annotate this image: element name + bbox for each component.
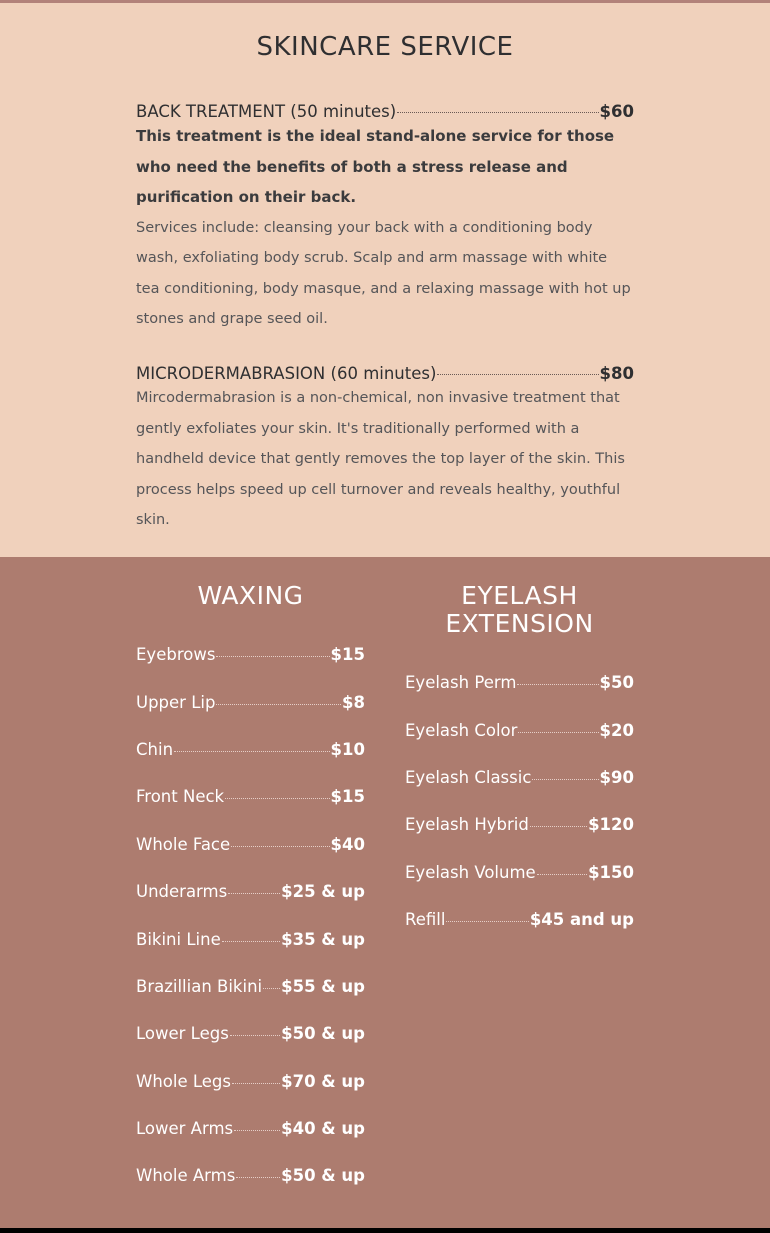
item-price: $50 & up	[281, 1166, 365, 1185]
dot-leader	[437, 374, 598, 375]
dot-leader	[446, 921, 528, 922]
service-microdermabrasion	[136, 364, 634, 536]
skincare-title: SKINCARE SERVICE	[256, 32, 514, 62]
eyelash-item	[405, 768, 634, 787]
dot-leader	[232, 1083, 280, 1084]
service-lead: This treatment is the ideal stand-alone service for those who need the benefits of both a stress release and purification on their back.	[136, 127, 615, 206]
dot-leader	[230, 1035, 280, 1036]
service-description: Services include: cleansing your back with a conditioning body wash, exfoliating body scrub. Scalp and arm massage with white tea conditioning, body masque, and a relaxing massage with hot up stones and grape seed oil.	[136, 219, 631, 327]
dot-leader	[532, 779, 598, 780]
dot-leader	[518, 732, 598, 733]
item-name: Eyelash Perm	[405, 673, 517, 692]
waxing-item	[136, 930, 365, 949]
eyelash-item	[405, 910, 634, 929]
item-name: Underarms	[136, 882, 228, 901]
service-price: $60	[599, 102, 634, 121]
item-price: $50	[599, 673, 634, 692]
service-back-treatment	[136, 102, 634, 335]
item-name: Eyelash Color	[405, 721, 518, 740]
waxing-item	[136, 787, 365, 806]
item-price: $150	[588, 863, 634, 882]
item-price: $20	[599, 721, 634, 740]
service-name: MICRODERMABRASION (60 minutes)	[136, 364, 437, 383]
dot-leader	[222, 941, 280, 942]
waxing-item	[136, 1119, 365, 1138]
waxing-item	[136, 740, 365, 759]
item-name: Lower Legs	[136, 1024, 229, 1043]
item-price: $50 & up	[281, 1024, 365, 1043]
item-price: $8	[342, 693, 365, 712]
dot-leader	[530, 826, 587, 827]
eyelash-item	[405, 863, 634, 882]
item-name: Whole Face	[136, 835, 231, 854]
item-name: Bikini Line	[136, 930, 221, 949]
service-header	[136, 102, 634, 121]
dot-leader	[228, 893, 280, 894]
item-name: Eyelash Volume	[405, 863, 536, 882]
dot-leader	[397, 112, 598, 113]
item-price: $45 and up	[529, 910, 634, 929]
eyelash-title-line1: EYELASH	[461, 581, 578, 610]
skincare-section	[0, 3, 770, 557]
waxing-item	[136, 882, 365, 901]
item-price: $90	[599, 768, 634, 787]
item-price: $40 & up	[281, 1119, 365, 1138]
item-name: Upper Lip	[136, 693, 216, 712]
item-name: Eyelash Classic	[405, 768, 532, 787]
waxing-item	[136, 977, 365, 996]
item-price: $25 & up	[281, 882, 365, 901]
waxing-item	[136, 1072, 365, 1091]
waxing-item	[136, 1024, 365, 1043]
item-price: $40	[330, 835, 365, 854]
item-price: $15	[330, 645, 365, 664]
dot-leader	[537, 874, 587, 875]
dot-leader	[517, 684, 598, 685]
dot-leader	[225, 798, 329, 799]
item-price: $15	[330, 787, 365, 806]
eyelash-item	[405, 815, 634, 834]
item-name: Eyebrows	[136, 645, 216, 664]
eyelash-item	[405, 721, 634, 740]
waxing-item	[136, 693, 365, 712]
dot-leader	[216, 656, 329, 657]
item-name: Front Neck	[136, 787, 225, 806]
dot-leader	[174, 751, 330, 752]
dot-leader	[236, 1177, 280, 1178]
eyelash-title-line2: EXTENSION	[445, 609, 594, 638]
item-name: Brazillian Bikini	[136, 977, 263, 996]
item-name: Chin	[136, 740, 174, 759]
item-name: Eyelash Hybrid	[405, 815, 529, 834]
item-price: $35 & up	[281, 930, 365, 949]
service-header	[136, 364, 634, 383]
item-name: Lower Arms	[136, 1119, 234, 1138]
item-price: $10	[330, 740, 365, 759]
item-price: $120	[588, 815, 634, 834]
service-name: BACK TREATMENT (50 minutes)	[136, 102, 397, 121]
item-name: Whole Legs	[136, 1072, 231, 1091]
eyelash-title	[405, 582, 634, 638]
dot-leader	[263, 988, 280, 989]
waxing-item	[136, 645, 365, 664]
item-name: Refill	[405, 910, 446, 929]
service-description: Mircodermabrasion is a non-chemical, non invasive treatment that gently exfoliates your skin. It's traditionally performed with a handheld device that gently removes the top layer of the skin. This process helps speed up cell turnover and reveals healthy, youthful skin.	[136, 390, 625, 528]
waxing-item	[136, 1166, 365, 1185]
service-price: $80	[599, 364, 634, 383]
waxing-title: WAXING	[197, 581, 304, 610]
waxing-item	[136, 835, 365, 854]
price-lists-section	[0, 557, 770, 1228]
item-price: $55 & up	[281, 977, 365, 996]
dot-leader	[234, 1130, 280, 1131]
eyelash-item	[405, 673, 634, 692]
dot-leader	[231, 846, 329, 847]
item-price: $70 & up	[281, 1072, 365, 1091]
dot-leader	[216, 704, 341, 705]
item-name: Whole Arms	[136, 1166, 236, 1185]
